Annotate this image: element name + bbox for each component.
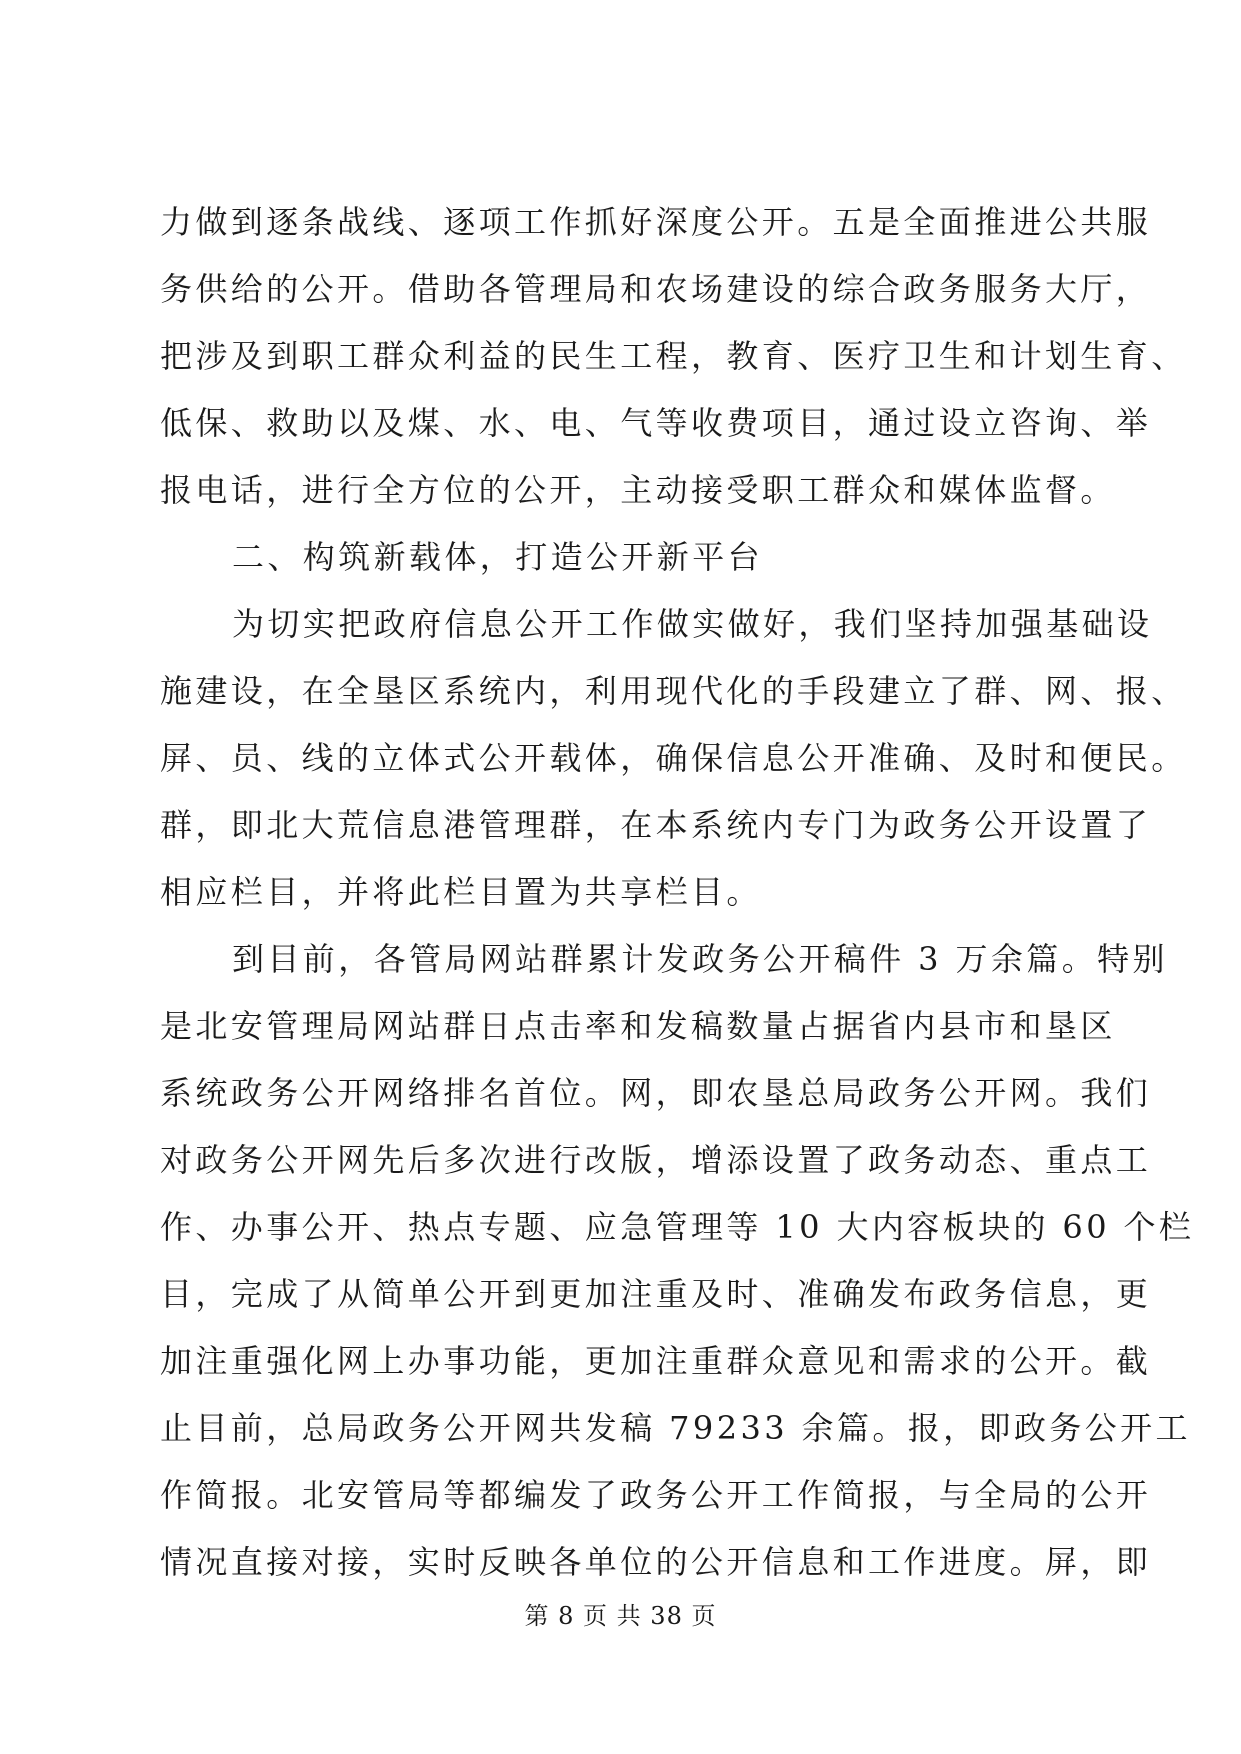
body-line: 系统政务公开网络排名首位。网，即农垦总局政务公开网。我们 [160,1074,1152,1112]
body-line: 群，即北大荒信息港管理群，在本系统内专门为政务公开设置了 [160,806,1152,844]
body-line: 作简报。北安管局等都编发了政务公开工作简报，与全局的公开 [160,1476,1152,1514]
body-line: 对政务公开网先后多次进行改版，增添设置了政务动态、重点工 [160,1141,1152,1179]
body-line: 作、办事公开、热点专题、应急管理等 10 大内容板块的 60 个栏 [160,1208,1195,1246]
body-line: 力做到逐条战线、逐项工作抓好深度公开。五是全面推进公共服 [160,203,1152,241]
body-line: 相应栏目，并将此栏目置为共享栏目。 [160,873,762,911]
body-line: 止目前，总局政务公开网共发稿 79233 余篇。报，即政务公开工 [160,1409,1191,1447]
body-line: 到目前，各管局网站群累计发政务公开稿件 3 万余篇。特别 [232,940,1168,978]
body-line: 低保、救助以及煤、水、电、气等收费项目，通过设立咨询、举 [160,404,1152,442]
body-line: 为切实把政府信息公开工作做实做好，我们坚持加强基础设 [232,605,1153,643]
body-line: 报电话，进行全方位的公开，主动接受职工群众和媒体监督。 [160,471,1116,509]
section-heading: 二、构筑新载体，打造公开新平台 [232,538,764,576]
body-line: 把涉及到职工群众利益的民生工程，教育、医疗卫生和计划生育、 [160,337,1187,375]
body-line: 施建设，在全垦区系统内，利用现代化的手段建立了群、网、报、 [160,672,1187,710]
body-line: 加注重强化网上办事功能，更加注重群众意见和需求的公开。截 [160,1342,1152,1380]
page-number-footer: 第 8 页 共 38 页 [524,1602,717,1630]
body-line: 是北安管理局网站群日点击率和发稿数量占据省内县市和垦区 [160,1007,1116,1045]
body-line: 情况直接对接，实时反映各单位的公开信息和工作进度。屏，即 [160,1543,1152,1581]
body-line: 务供给的公开。借助各管理局和农场建设的综合政务服务大厅， [160,270,1152,308]
body-line: 目，完成了从简单公开到更加注重及时、准确发布政务信息，更 [160,1275,1152,1313]
body-line: 屏、员、线的立体式公开载体，确保信息公开准确、及时和便民。 [160,739,1187,777]
